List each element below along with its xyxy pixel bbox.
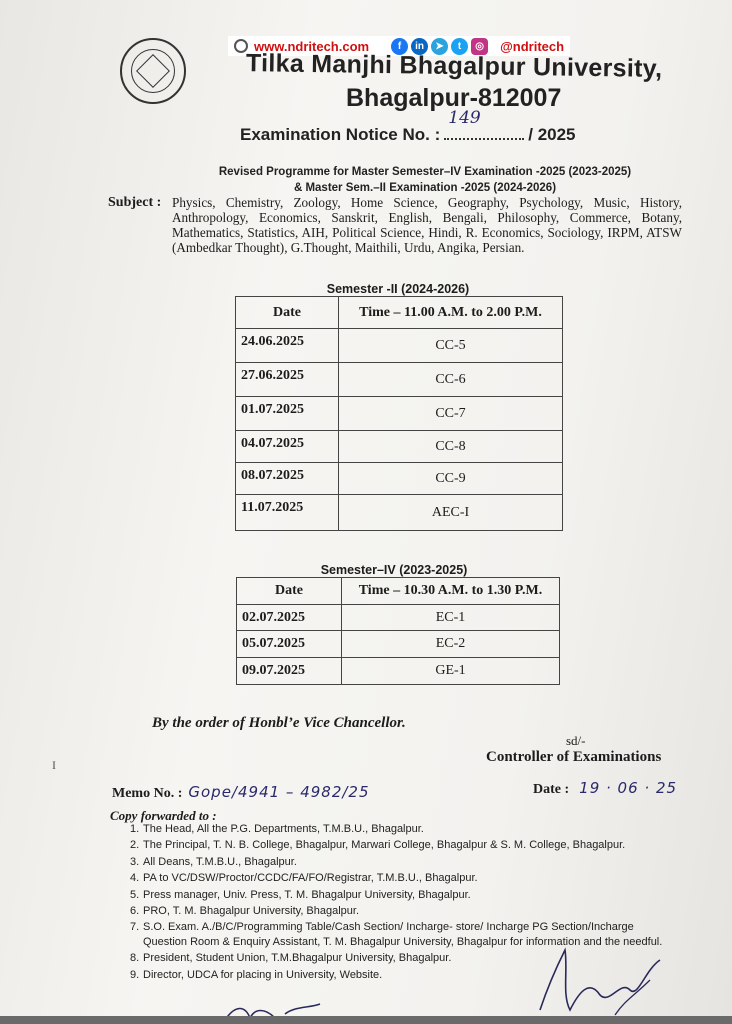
exam-date: 24.06.2025 bbox=[236, 329, 339, 363]
exam-date: 27.06.2025 bbox=[236, 363, 339, 397]
paper-code: CC-9 bbox=[339, 463, 563, 495]
paper-code: EC-1 bbox=[342, 605, 560, 631]
table-header-row bbox=[237, 578, 560, 605]
paper-code: CC-8 bbox=[339, 431, 563, 463]
facebook-icon: f bbox=[391, 38, 408, 55]
subject-list: Physics, Chemistry, Zoology, Home Science, Geography, Psychology, Music, History, Anthropology, Economics, Sanskrit, English, Bengali, Philosophy, Commerce, Botany, Mathematics, Statistics, AIH, Political Science, Hindi, R. Economics, Sociology, IRPM, ATSW (Ambedkar Thought), G.Thought, Maithili, Urdu, Angika, Persian. bbox=[172, 195, 682, 255]
telegram-icon: ➤ bbox=[431, 38, 448, 55]
semester4-table bbox=[236, 577, 560, 685]
notice-year: / 2025 bbox=[528, 125, 576, 144]
column-header-date: Date bbox=[237, 578, 342, 605]
paper-code: EC-2 bbox=[342, 631, 560, 658]
memo-date-line bbox=[533, 779, 677, 798]
list-item: 1. The Head, All the P.G. Departments, T.M.B.U., Bhagalpur. bbox=[130, 823, 424, 835]
memo-date: 19 · 06 · 25 bbox=[579, 779, 678, 797]
semester4-title: Semester–IV (2023-2025) bbox=[320, 563, 468, 577]
order-line: By the order of Honbl’e Vice Chancellor. bbox=[152, 715, 406, 731]
linkedin-icon: in bbox=[411, 38, 428, 55]
table-row bbox=[236, 463, 563, 495]
table-row bbox=[237, 658, 560, 685]
programme-heading-line1: Revised Programme for Master Semester–IV Examination -2025 (2023-2025) bbox=[218, 166, 632, 178]
list-item: 2. The Principal, T. N. B. College, Bhagalpur, Marwari College, Bhagalpur & S. M. College, Bhagalpur. bbox=[130, 839, 626, 852]
exam-date: 01.07.2025 bbox=[236, 397, 339, 431]
column-header-time: Time – 10.30 A.M. to 1.30 P.M. bbox=[342, 578, 560, 605]
table-row bbox=[236, 397, 563, 431]
memo-label: Memo No. : bbox=[112, 786, 183, 801]
notice-number-line bbox=[240, 108, 576, 145]
university-name: Tilka Manjhi Bhagalpur University, bbox=[245, 49, 663, 83]
table-row bbox=[236, 431, 563, 463]
copy-forwarded-label: Copy forwarded to : bbox=[110, 808, 217, 823]
notice-number: 149 bbox=[448, 108, 481, 128]
list-item: 5. Press manager, Univ. Press, T. M. Bhagalpur University, Bhagalpur. bbox=[130, 888, 471, 901]
bottom-bar bbox=[0, 1016, 732, 1024]
paper-code: AEC-I bbox=[339, 495, 563, 531]
exam-date: 02.07.2025 bbox=[237, 605, 342, 631]
table-row bbox=[236, 495, 563, 531]
subject-label: Subject : bbox=[108, 195, 162, 210]
column-header-time: Time – 11.00 A.M. to 2.00 P.M. bbox=[339, 297, 563, 329]
column-header-date: Date bbox=[236, 297, 339, 329]
date-label: Date : bbox=[533, 782, 570, 797]
notice-label: Examination Notice No. : bbox=[240, 125, 441, 144]
watermark-url: www.ndritech.com bbox=[254, 38, 370, 54]
twitter-icon: t bbox=[451, 38, 468, 55]
exam-date: 05.07.2025 bbox=[237, 631, 342, 658]
paper-code: CC-6 bbox=[339, 363, 563, 397]
university-city: Bhagalpur-812007 bbox=[346, 84, 562, 112]
list-item: 6. PRO, T. M. Bhagalpur University, Bhagalpur. bbox=[130, 905, 360, 918]
signature-icon bbox=[520, 940, 670, 1020]
watermark-handle: @ndritech bbox=[500, 38, 565, 54]
semester2-table bbox=[235, 296, 563, 531]
table-row bbox=[237, 605, 560, 631]
memo-line bbox=[112, 783, 370, 802]
paper-code: GE-1 bbox=[342, 658, 560, 685]
exam-date: 08.07.2025 bbox=[236, 463, 339, 495]
sd-mark: sd/- bbox=[566, 733, 586, 748]
paper-code: CC-7 bbox=[339, 397, 563, 431]
list-item: 9. Director, UDCA for placing in University, Website. bbox=[130, 968, 383, 981]
list-item: 4. PA to VC/DSW/Proctor/CCDC/FA/FO/Registrar, T.M.B.U., Bhagalpur. bbox=[130, 872, 478, 885]
table-row bbox=[236, 329, 563, 363]
paper-code: CC-5 bbox=[339, 329, 563, 363]
list-item: 7. S.O. Exam. A./B/C/Programming Table/Cash Section/ Incharge- store/ Incharge PG Section/Incharge Question Room & Enquiry Assistant, T. M. Bhagalpur University, Bhagalpur for information and the needful. bbox=[130, 921, 663, 948]
table-header-row bbox=[236, 297, 563, 329]
margin-mark: I bbox=[52, 758, 56, 772]
semester2-title: Semester -II (2024-2026) bbox=[326, 282, 470, 296]
memo-number: Gope/4941 – 4982/25 bbox=[188, 783, 370, 801]
table-row bbox=[237, 631, 560, 658]
list-item: 3. All Deans, T.M.B.U., Bhagalpur. bbox=[130, 855, 297, 868]
exam-date: 04.07.2025 bbox=[236, 431, 339, 463]
controller-of-examinations: Controller of Examinations bbox=[486, 749, 662, 765]
programme-heading-line2: & Master Sem.–II Examination -2025 (2024-2026) bbox=[293, 182, 557, 194]
exam-date: 09.07.2025 bbox=[237, 658, 342, 685]
instagram-icon: ◎ bbox=[471, 38, 488, 55]
university-seal-icon bbox=[120, 38, 186, 104]
table-row bbox=[236, 363, 563, 397]
exam-date: 11.07.2025 bbox=[236, 495, 339, 531]
list-item: 8. President, Student Union, T.M.Bhagalpur University, Bhagalpur. bbox=[130, 952, 452, 965]
